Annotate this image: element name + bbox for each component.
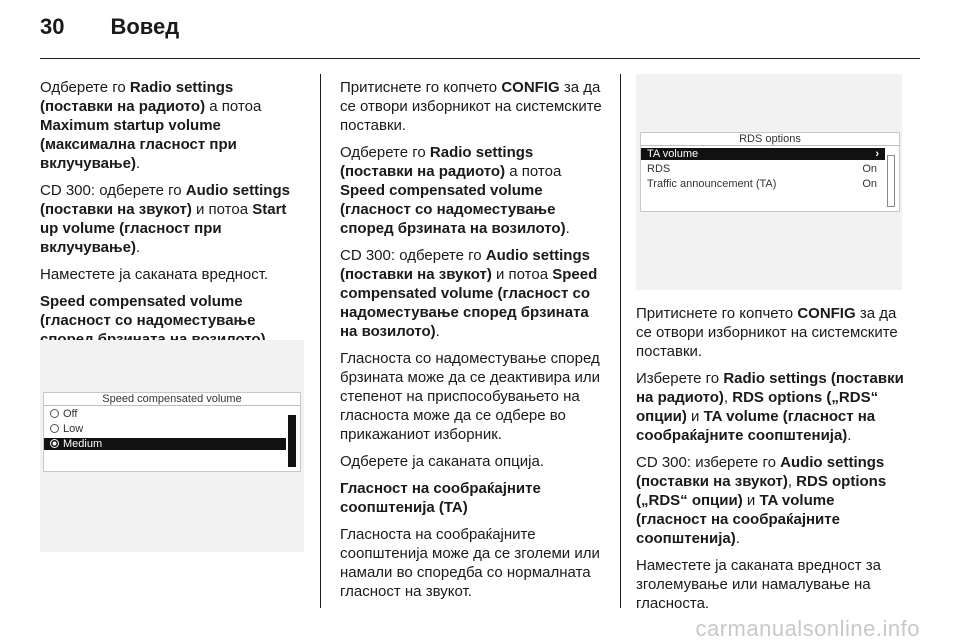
section-heading: Гласност на сообраќајните соопштенија (TA) (340, 480, 541, 516)
menu-option-low: Low (44, 423, 300, 435)
page-header (40, 14, 179, 40)
column-divider-1 (320, 74, 321, 608)
menu-row-ta-volume: TA volume › (641, 148, 885, 160)
column-2 (340, 78, 606, 609)
speed-volume-menu (43, 392, 301, 472)
menu-row-traffic-announcement: Traffic announcement (TA) On (647, 178, 877, 190)
paragraph: Притиснете го копчето CONFIG за да се отвори изборникот на системските поставки. (636, 305, 898, 360)
radio-empty-icon (50, 424, 59, 433)
paragraph: Гласноста со надоместување според брзината може да се деактивира или степенот на приспособувањето на гласноста може да се одбере во прикажаниот изборник. (340, 350, 600, 443)
scrollbar (887, 155, 895, 207)
menu-option-off: Off (44, 408, 300, 420)
display-screenshot-speed-volume (40, 340, 304, 552)
paragraph: Одберете го Radio settings (поставки на радиото) а потоа Maximum startup volume (максимална гласност при вклучување). (40, 79, 262, 172)
paragraph: CD 300: одберете го Audio settings (поставки на звукот) и потоа Start up volume (гласност при вклучување). (40, 182, 290, 256)
paragraph: Притиснете го копчето CONFIG за да се отвори изборникот на системските поставки. (340, 79, 602, 134)
page-number: 30 (40, 14, 65, 39)
section-heading: Speed compensated volume (гласност со надоместување (40, 293, 256, 329)
paragraph: CD 300: одберете го Audio settings (поставки на звукот) и потоа Speed compensated volume (гласност со надоместување според брзината на возилото). (340, 247, 598, 340)
page-title: Вовед (110, 14, 180, 39)
paragraph: Одберете го Radio settings (поставки на радиото) а потоа Speed compensated volume (гласност со надоместување според брзината на возилото). (340, 144, 570, 237)
menu-option-medium: Medium (44, 438, 286, 450)
paragraph: Гласноста на сообраќајните соопштенија може да се зголеми или намали во споредба со нормалната гласност на звукот. (340, 526, 600, 600)
paragraph: Одберете ја саканата опција. (340, 453, 544, 470)
paragraph: CD 300: изберете го Audio settings (поставки на звукот), RDS options („RDS“ опции) и TA volume (гласност на сообраќајните соопштенија). (636, 454, 887, 547)
paragraph: Изберете го Radio settings (поставки на радиото), RDS options („RDS“ опции) и TA volume (гласност на сообраќајните соопштенија). (636, 370, 904, 444)
menu-row-rds: RDS On (647, 163, 877, 175)
chevron-right-icon: › (875, 148, 879, 160)
column-1 (40, 78, 308, 357)
paragraph: Наместете ја саканата вредност за зголемување или намалување на гласноста. (636, 557, 881, 612)
watermark: carmanualsonline.info (695, 616, 920, 641)
radio-selected-icon (50, 439, 59, 448)
paragraph: Наместете ја саканата вредност. (40, 266, 269, 283)
column-3 (636, 304, 906, 621)
column-divider-2 (620, 74, 621, 608)
header-rule (40, 58, 920, 59)
menu-title: Speed compensated volume (44, 393, 300, 406)
radio-empty-icon (50, 409, 59, 418)
scrollbar (288, 415, 296, 467)
rds-options-menu (640, 132, 900, 212)
display-screenshot-rds-options (636, 74, 902, 290)
menu-title: RDS options (641, 133, 899, 146)
